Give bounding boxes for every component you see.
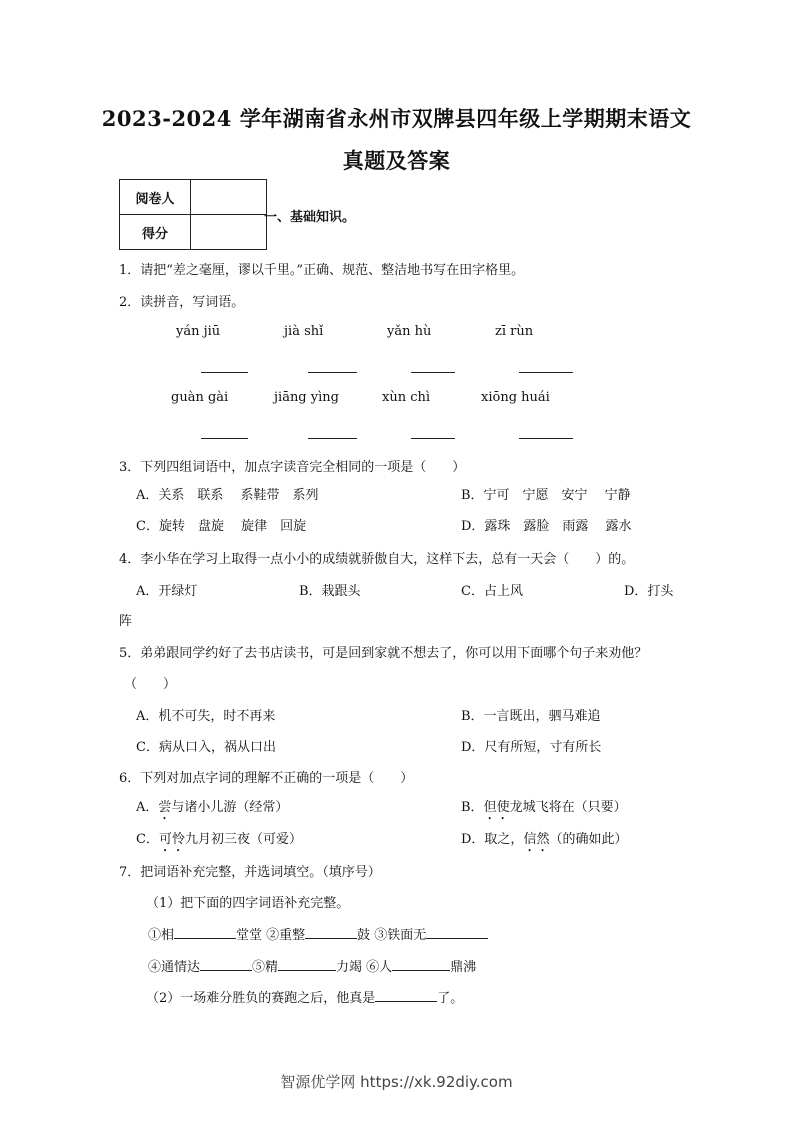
option-letter: B． (461, 800, 484, 815)
word-part: ⑤精 (252, 960, 279, 975)
pinyin: xùn chì (382, 390, 431, 405)
fill-blank[interactable] (305, 926, 357, 939)
q4-option-c[interactable]: C．占上风 (461, 584, 523, 599)
document-title-line2: 真题及答案 (342, 148, 451, 173)
dotted-word: 可怜 (158, 832, 185, 847)
q4-option-d[interactable]: D．打头 (624, 584, 674, 599)
q4-option-a[interactable]: A．开绿灯 (136, 584, 198, 599)
pinyin: zī rùn (495, 324, 534, 339)
score-box (191, 215, 267, 250)
pinyin-row-1 (0, 324, 793, 344)
fill-blank[interactable] (375, 989, 437, 1002)
pinyin: yǎn hù (387, 324, 432, 339)
pinyin: jiāng yìng (274, 390, 339, 405)
q5-answer-paren: （ ） (124, 677, 177, 692)
score-table (119, 179, 267, 250)
fill-blank[interactable] (200, 958, 252, 971)
word-part: 堂堂 ②重整 (236, 928, 306, 943)
dotted-word: 但使 (483, 800, 510, 815)
answer-blank[interactable] (411, 371, 455, 373)
word-part: 力竭 ⑥人 (336, 960, 393, 975)
q3-option-d[interactable]: D．露珠 露脸 雨露 露水 (461, 519, 632, 534)
q7-sub1: （1）把下面的四字词语补充完整。 (146, 896, 350, 911)
option-letter: A． (136, 800, 159, 815)
q7-sub2 (146, 987, 463, 1006)
option-text: 与诸小儿游（经常） (171, 800, 289, 815)
question-6-stem: 6．下列对加点字词的理解不正确的一项是（ ） (119, 771, 414, 786)
pinyin: yán jiū (176, 324, 221, 339)
fill-blank[interactable] (426, 926, 488, 939)
pinyin-row-2 (0, 390, 793, 410)
q3-option-b[interactable]: B．宁可 宁愿 安宁 宁静 (461, 488, 631, 503)
word-part: 鼎沸 (450, 960, 477, 975)
score-label: 得分 (120, 215, 191, 250)
q3-option-a[interactable]: A．关系 联系 系鞋带 系列 (136, 488, 319, 503)
q6-option-d[interactable] (461, 828, 627, 855)
word-part: 鼓 ③铁面无 (357, 928, 427, 943)
option-letter: D．取之， (461, 832, 524, 847)
dotted-word: 信然 (523, 832, 550, 847)
answer-blank[interactable] (201, 371, 248, 373)
dotted-word: 尝 (158, 800, 172, 815)
sentence-part: （2）一场难分胜负的赛跑之后，他真是 (146, 991, 376, 1006)
question-3-stem: 3．下列四组词语中，加点字读音完全相同的一项是（ ） (119, 460, 466, 475)
question-4-stem: 4．李小华在学习上取得一点小小的成绩就骄傲自大，这样下去，总有一天会（ ）的。 (119, 552, 635, 567)
pinyin: guàn gài (171, 390, 229, 405)
footer-watermark: 智源优学网 https://xk.92diy.com (280, 1073, 513, 1091)
grader-label: 阅卷人 (120, 180, 191, 215)
fill-blank[interactable] (174, 926, 236, 939)
q7-words-row1 (148, 924, 488, 943)
answer-blank[interactable] (411, 437, 455, 439)
q5-option-b[interactable]: B．一言既出，驷马难追 (461, 709, 601, 724)
answer-blank[interactable] (519, 371, 573, 373)
fill-blank[interactable] (278, 958, 336, 971)
question-2-stem: 2．读拼音，写词语。 (119, 295, 245, 310)
pinyin: xiōng huái (481, 390, 550, 405)
option-text: 九月初三夜（可爱） (184, 832, 302, 847)
pinyin: jià shǐ (284, 324, 324, 339)
document-title-line1: 2023-2024 学年湖南省永州市双牌县四年级上学期期末语文 (101, 106, 692, 131)
grader-box (191, 180, 267, 215)
q6-option-c[interactable] (136, 828, 302, 855)
word-part: ①相 (148, 928, 175, 943)
section-heading: 一、基础知识。 (264, 210, 356, 225)
q4-option-b[interactable]: B．栽跟头 (299, 584, 361, 599)
answer-blank[interactable] (308, 371, 357, 373)
word-part: ④通情达 (148, 960, 201, 975)
fill-blank[interactable] (392, 958, 450, 971)
q7-words-row2 (148, 956, 476, 975)
question-7-stem: 7．把词语补充完整，并选词填空。（填序号） (119, 865, 381, 880)
option-letter: C． (136, 832, 159, 847)
sentence-part: 了。 (437, 991, 464, 1006)
q4-option-d-continued: 阵 (119, 614, 133, 629)
answer-blank[interactable] (308, 437, 357, 439)
answer-blank[interactable] (201, 437, 248, 439)
q5-option-a[interactable]: A．机不可失，时不再来 (136, 709, 276, 724)
answer-blank[interactable] (519, 437, 573, 439)
q3-option-c[interactable]: C．旋转 盘旋 旋律 回旋 (136, 519, 307, 534)
q5-option-d[interactable]: D．尺有所短，寸有所长 (461, 740, 602, 755)
q6-option-b[interactable] (461, 796, 627, 823)
question-1: 1．请把“差之毫厘，谬以千里。”正确、规范、整洁地书写在田字格里。 (119, 263, 525, 278)
q6-option-a[interactable] (136, 796, 288, 823)
option-text: 龙城飞将在（只要） (509, 800, 627, 815)
question-5-stem: 5．弟弟跟同学约好了去书店读书，可是回到家就不想去了，你可以用下面哪个句子来劝他？ (119, 646, 648, 661)
option-text: （的确如此） (549, 832, 628, 847)
q5-option-c[interactable]: C．病从口入，祸从口出 (136, 740, 276, 755)
